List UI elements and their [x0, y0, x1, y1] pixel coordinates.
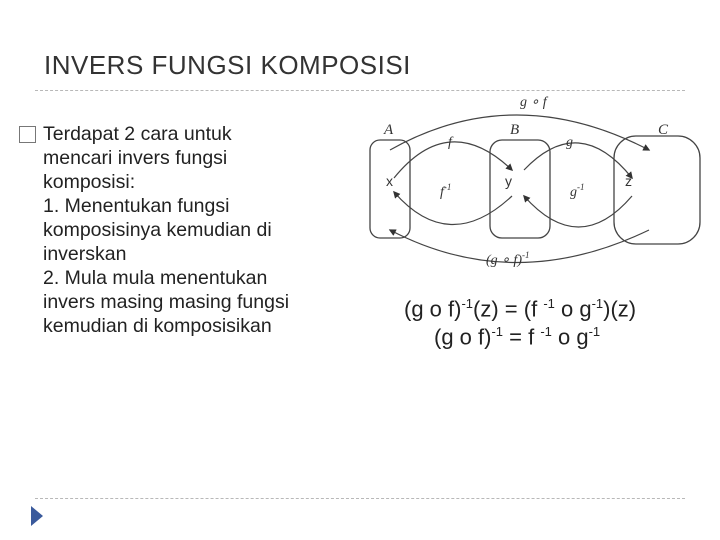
bullet-line: kemudian di komposisikan	[43, 315, 272, 337]
bullet-line: invers masing masing fungsi	[43, 291, 290, 313]
formula-exponent: -1	[588, 324, 601, 339]
bullet-line: komposisi:	[43, 171, 136, 193]
bullet-icon	[19, 126, 36, 143]
f-label: f	[448, 135, 452, 150]
bullet-text	[43, 122, 363, 338]
bullet-line: 1. Menentukan fungsi	[43, 195, 230, 217]
bullet-line: 2. Mula mula menentukan	[43, 267, 268, 289]
f-arrow	[394, 142, 512, 178]
f-inverse-arrow	[394, 192, 512, 225]
formula-exponent: -1	[543, 296, 555, 311]
formula-text: o g	[551, 324, 589, 350]
f-inverse-exp: -1	[443, 182, 452, 192]
formula-text: = f	[503, 324, 541, 350]
bullet-line: inverskan	[43, 243, 127, 265]
formula-text: (g o f)	[404, 296, 462, 322]
formula-exponent: -1	[491, 324, 504, 339]
gof-inverse-base: (g ∘ f)	[486, 253, 522, 268]
set-a-label: A	[384, 122, 394, 138]
f-inverse-label	[440, 182, 451, 200]
slide-title: INVERS FUNGSI KOMPOSISI	[44, 50, 411, 80]
next-slide-icon[interactable]	[28, 503, 46, 529]
gof-inverse-exp: -1	[521, 250, 530, 260]
element-x-label: x	[386, 173, 393, 189]
composition-diagram	[364, 90, 704, 272]
gof-label: g ∘ f	[520, 95, 547, 110]
set-b-label: B	[510, 122, 520, 138]
gof-arrow	[390, 115, 649, 150]
formula-line-1	[404, 296, 636, 322]
f-inverse-base: f	[440, 185, 444, 200]
gof-inverse-label	[486, 250, 529, 268]
footer-divider	[35, 498, 685, 499]
formula-exponent: -1	[540, 324, 552, 339]
g-label: g	[566, 135, 573, 150]
element-y-label: y	[505, 173, 512, 189]
set-c-label: C	[658, 122, 669, 138]
bullet-line: Terdapat 2 cara untuk	[43, 123, 232, 145]
g-inverse-arrow	[524, 196, 632, 227]
g-inverse-exp: -1	[577, 182, 585, 192]
formula-exponent: -1	[461, 296, 474, 311]
formula-text: (g o f)	[434, 324, 492, 350]
g-inverse-label	[570, 182, 585, 200]
element-z-label: z	[625, 173, 632, 189]
formula-text: )(z)	[603, 296, 637, 322]
formula-line-2	[434, 324, 600, 350]
set-a-shape	[370, 140, 410, 238]
formula-exponent: -1	[591, 296, 604, 311]
bullet-line: mencari invers fungsi	[43, 147, 228, 169]
formula-text: (z) = (f	[473, 296, 544, 322]
set-c-shape	[614, 136, 700, 244]
g-inverse-base: g	[570, 185, 577, 200]
bullet-line: komposisinya kemudian di	[43, 219, 272, 241]
formula-text: o g	[554, 296, 592, 322]
